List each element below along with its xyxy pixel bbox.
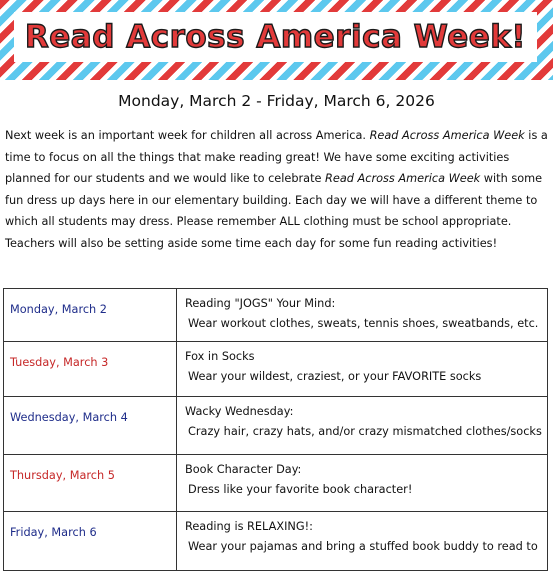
theme-title: Wacky Wednesday: [185, 405, 294, 418]
schedule-table [3, 288, 548, 571]
day-cell [4, 342, 177, 397]
theme-title: Reading "JOGS" Your Mind: [185, 297, 336, 310]
schedule-row [4, 455, 548, 512]
day-label: Wednesday, March 4 [10, 411, 128, 424]
day-cell [4, 397, 177, 455]
intro-text-3: with some fun dress up days here in our elementary building. Each day we will have a different theme to which all students may dress. Please remember ALL clothing must be school appropriate. Teachers will also be setting aside some time each day for some fun reading activities! [5, 172, 543, 250]
theme-cell [177, 289, 548, 342]
schedule-row [4, 512, 548, 571]
schedule-row [4, 397, 548, 455]
intro-text-1: Next week is an important week for children all across America. [5, 129, 370, 142]
theme-cell [177, 455, 548, 512]
theme-title: Fox in Socks [185, 350, 255, 363]
intro-event-name-1: Read Across America Week [369, 129, 525, 142]
theme-description: Crazy hair, crazy hats, and/or crazy mismatched clothes/socks [188, 425, 542, 438]
intro-event-name-2: Read Across America Week [325, 172, 481, 186]
intro-text-2: is a time to focus on all the things that make reading great! We have some exciting activities planned for our students and we would like to celebrate [5, 129, 548, 186]
theme-title: Book Character Day: [185, 463, 302, 476]
intro-paragraph [5, 125, 550, 255]
theme-description: Wear your wildest, craziest, or your FAVORITE socks [188, 370, 482, 383]
day-cell [4, 455, 177, 512]
theme-cell [177, 512, 548, 571]
schedule-row [4, 289, 548, 342]
theme-cell [177, 397, 548, 455]
day-label: Tuesday, March 3 [10, 356, 109, 369]
day-cell [4, 289, 177, 342]
date-range: Monday, March 2 - Friday, March 6, 2026 [118, 92, 435, 110]
day-label: Friday, March 6 [10, 526, 97, 539]
banner-title-box [14, 12, 537, 62]
theme-description: Wear your pajamas and bring a stuffed book buddy to read to [188, 540, 538, 553]
theme-title: Reading is RELAXING!: [185, 520, 313, 533]
day-cell [4, 512, 177, 571]
header-banner [0, 0, 553, 80]
banner-title: Read Across America Week! [24, 19, 527, 55]
day-label: Monday, March 2 [10, 303, 107, 316]
schedule-row [4, 342, 548, 397]
theme-description: Dress like your favorite book character! [188, 483, 413, 496]
day-label: Thursday, March 5 [10, 469, 115, 482]
theme-description: Wear workout clothes, sweats, tennis shoes, sweatbands, etc. [188, 317, 539, 330]
theme-cell [177, 342, 548, 397]
